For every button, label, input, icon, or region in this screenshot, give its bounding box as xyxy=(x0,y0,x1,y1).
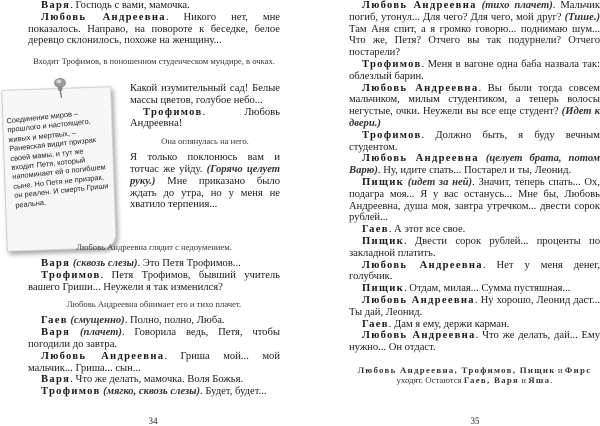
dialogue-text xyxy=(479,153,486,164)
dialogue-text: . Любовь Андреевна! xyxy=(130,106,280,130)
stage-remark: (Горячо целует руку.) xyxy=(130,163,281,187)
paragraph xyxy=(130,83,280,107)
paragraph xyxy=(349,283,600,295)
paragraph xyxy=(28,12,280,47)
stage-remark: (смущенно) xyxy=(70,315,125,327)
stage-remark: (плачет) xyxy=(80,327,122,339)
paragraph xyxy=(349,153,600,177)
dialogue-text: . Должно быть, я буду вечным студентом. xyxy=(349,129,600,153)
dialogue-text: . Значит, теперь спать... Ох, подагра моя... Я у вас останусь... Мне бы, Любовь Андреевна, душа моя, завтра утречком... двести сорок рублей... xyxy=(349,176,600,224)
pushpin-icon xyxy=(52,77,69,100)
paragraph xyxy=(349,0,600,59)
dialogue-text: . Петя Трофимов, бывший учитель вашего Гриши... Неужели я так изменился? xyxy=(28,269,280,293)
speaker-name: Варя xyxy=(41,258,71,269)
dialogue-text: . Никого нет, мне показалось. Направо, на повороте к беседке, белое деревцо склонилось, похоже на женщину... xyxy=(28,11,281,47)
dialogue-text: . Это Петя Трофимов... xyxy=(137,258,241,269)
dialogue-text: . Гриша мой... мой мальчик... Гриша... сын... xyxy=(28,350,280,374)
paragraph xyxy=(130,107,280,131)
paragraph xyxy=(28,327,280,351)
stage-direction: Она оглянулась на него. xyxy=(161,136,249,147)
dialogue-text: Какой изумительный сад! Белые массы цветов, голубое небо... xyxy=(130,83,280,106)
speaker-name: Любовь Андреевна xyxy=(362,82,479,94)
stage-remark: (тихо плачет) xyxy=(481,0,553,11)
dialogue-text: Мне приказано было ждать до утра, но у меня не хватило терпения... xyxy=(130,175,280,211)
dialogue-text: . Нет у меня денег, голубчик. xyxy=(349,259,600,283)
speaker-name: Фирс xyxy=(564,364,592,375)
paragraph xyxy=(28,270,280,294)
dialogue-text: . Говорила ведь, Петя, чтобы погодили до завтра. xyxy=(28,327,280,350)
dialogue-text: . А этот все свое. xyxy=(388,224,466,236)
page-number: 34 xyxy=(148,416,158,426)
speaker-name: Варя xyxy=(41,327,71,339)
dialogue-text: . Мальчик погиб, утонул... Для чего? Для чего, мой друг? xyxy=(349,0,600,23)
stage-remark: (мягко, сквозь слезы) xyxy=(103,386,201,398)
speaker-name: Гаев xyxy=(41,315,68,327)
paragraph xyxy=(349,236,600,260)
speaker-name: Любовь Андреевна, Трофимов, Пищик xyxy=(357,364,556,375)
paragraph xyxy=(349,330,600,354)
paragraph xyxy=(130,152,280,211)
paragraph xyxy=(28,315,280,327)
paragraph xyxy=(28,386,280,398)
speaker-name: Любовь Андреевна xyxy=(362,153,479,165)
dialogue-text: Я только поклонюсь вам и тотчас же уйду. xyxy=(130,152,280,175)
text-side xyxy=(130,83,280,211)
speaker-name: Гаев, Варя xyxy=(463,374,520,385)
stage-remark: (сквозь слезы) xyxy=(72,258,138,269)
sticky-note xyxy=(1,86,117,252)
text-main xyxy=(349,0,600,391)
dialogue-text: . Что же делать, дай... Ему нужно... Он отдаст. xyxy=(349,330,600,354)
dialogue-text: уходят. Остаются xyxy=(396,374,464,385)
text-top xyxy=(28,0,280,72)
stage-direction: Любовь Андреевна глядит с недоумением. xyxy=(76,242,232,252)
dialogue-text: . Ну хорошо, Леонид даст... Ты дай, Леонид. xyxy=(349,294,600,318)
speaker-name: Трофимов xyxy=(362,129,422,141)
dialogue-text: Там Аня спит, а я громко говорю... поднимаю шум... Что же, Петя? Отчего вы так подурнели? Отчего постарели? xyxy=(349,23,600,59)
dialogue-text: и xyxy=(519,374,529,385)
paragraph xyxy=(28,0,280,12)
speaker-name: Любовь Андреевна xyxy=(362,0,477,11)
stage-remark: (целует брата, потом Варю) xyxy=(349,153,600,177)
speaker-name: Трофимов xyxy=(41,386,101,398)
stage-remark: (идет за ней) xyxy=(407,176,473,188)
speaker-name: Гаев xyxy=(362,318,389,330)
speaker-name: Любовь Андреевна xyxy=(362,294,475,306)
paragraph xyxy=(28,351,280,375)
paragraph xyxy=(28,374,280,386)
paragraph xyxy=(349,295,600,319)
dialogue-text: . Что же делать, мамочка. Воля Божья. xyxy=(70,374,244,386)
paragraph xyxy=(28,258,280,270)
text-bottom xyxy=(28,236,280,398)
dialogue-text: . Отдам, милая... Сумма пустяшная... xyxy=(404,283,571,295)
speaker-name: Любовь Андреевна xyxy=(41,350,165,362)
dialogue-text: . Вы были тогда совсем мальчиком, милым студентиком, а теперь волосы негустые, очки. Неужели вы все еще студент? xyxy=(349,82,600,118)
paragraph xyxy=(349,83,600,130)
right-page xyxy=(300,0,600,426)
speaker-name: Варя xyxy=(41,374,71,386)
speaker-name: Варя xyxy=(41,0,71,11)
paragraph xyxy=(349,130,600,154)
paragraph xyxy=(349,224,600,236)
speaker-name: Пищик xyxy=(362,283,404,295)
speaker-name: Любовь Андреевна xyxy=(362,259,483,271)
dialogue-text: . Господь с вами, мамочка. xyxy=(70,0,190,11)
speaker-name: Пищик xyxy=(362,235,404,247)
dialogue-text: . Двести сорок рублей... проценты по закладной платить. xyxy=(349,235,600,259)
stage-remark: (Идет к двери.) xyxy=(349,106,600,129)
speaker-name: Любовь Андреевна xyxy=(362,330,476,342)
stage-remark: (Тише.) xyxy=(564,11,600,23)
stage-direction: Входит Трофимов, в поношенном студенческом мундире, в очках. xyxy=(33,56,275,67)
speaker-name: Яша xyxy=(528,374,551,385)
speaker-name: Трофимов xyxy=(41,269,101,281)
dialogue-text: . Меня в вагоне одна баба назвала так: облезлый барин. xyxy=(349,58,600,82)
speaker-name: Трофимов xyxy=(143,106,203,118)
paragraph xyxy=(349,177,600,224)
dialogue-text: . xyxy=(550,374,553,385)
speaker-name: Пищик xyxy=(362,176,404,188)
note-text: Соединение миров – прошлого и настоящего, живых и мертвых, – Раневская видит призрак своей мамы, и тут же входит Петя, который напоминает ей о погибшем сыне. Но Петя не призрак, он реален. И смерть Гриши реальна. xyxy=(5,108,109,210)
paragraph xyxy=(349,59,600,83)
dialogue-text: . Будет, будет... xyxy=(200,386,267,398)
dialogue-text: . Ну, идите спать... Постарел и ты, Леонид. xyxy=(377,165,572,177)
dialogue-text: и xyxy=(555,364,565,375)
page-number: 35 xyxy=(470,416,480,426)
dialogue-text xyxy=(70,327,80,338)
paragraph xyxy=(349,260,600,284)
stage-direction xyxy=(349,365,600,385)
dialogue-text: . Дам я ему, держи карман. xyxy=(388,318,510,330)
dialogue-text: . Полно, полно, Люба. xyxy=(124,315,225,327)
speaker-name: Гаев xyxy=(362,224,389,236)
speaker-name: Любовь Андреевна xyxy=(41,11,166,23)
stage-direction: Любовь Андреевна обнимает его и тихо плачет. xyxy=(66,299,242,310)
speaker-name: Трофимов xyxy=(362,58,422,70)
paragraph xyxy=(349,319,600,331)
